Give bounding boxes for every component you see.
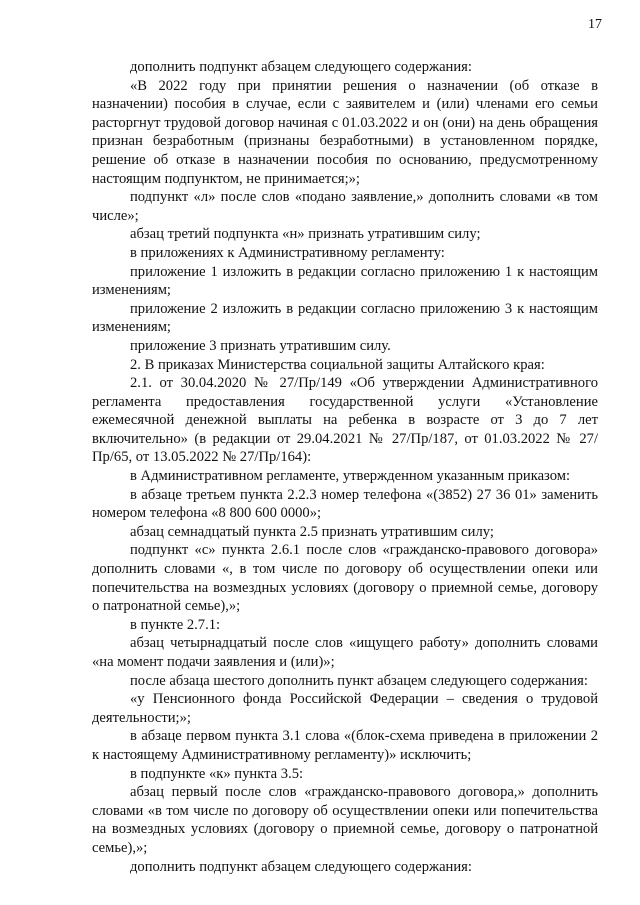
paragraph: в пункте 2.7.1: [130,616,221,633]
paragraph: приложение 2 изложить в редакции согласно приложению 3 к настоящим изменениям; [92,300,598,336]
paragraph: в Административном регламенте, утвержденном указанным приказом: [130,468,571,485]
paragraph: приложение 3 признать утратившим силу. [130,337,391,354]
paragraph: приложение 1 изложить в редакции согласно приложению 1 к настоящим изменениям; [92,263,598,299]
paragraph: дополнить подпункт абзацем следующего содержания: [130,59,472,75]
paragraph: абзац четырнадцатый после слов «ищущего работу» дополнить словами «на момент подачи заявления и (или)»; [92,635,598,670]
paragraph: 2. В приказах Министерства социальной защиты Алтайского края: [130,356,545,373]
paragraph: в приложениях к Административному регламенту: [130,244,445,261]
paragraph: 2.1. от 30.04.2020 № 27/Пр/149 «Об утверждении Административного регламента предоставления государственной услуги «Установление ежемесячной денежной выплаты на ребенка в возрасте от 3 до 7 лет включительно» (в редакции от 29.04.2021 № 27/Пр/187, от 01.03.2022 № 27/Пр/65, от 13.05.2022 № 27/Пр/164): [92,375,598,466]
paragraph: абзац первый после слов «гражданско-правового договора,» дополнить словами «в том числе по договору об осуществлении опеки или попечительства на возмездных условиях (договору о приемной семье, договору о патронатной семье),»; [92,784,598,856]
paragraph: в подпункте «к» пункта 3.5: [130,765,304,782]
paragraph: «В 2022 году при принятии решения о назначении (об отказе в назначении) пособия в случае, если с заявителем и (или) членами его семьи расторгнут трудовой договор начиная с 01.03.2022 и он (они) на день обращения признан безработным (признаны безработными) в установленном порядке, решение об отказе в назначении пособия по основанию, предусмотренному настоящим подпунктом, не принимается;»; [92,77,598,187]
paragraph: после абзаца шестого дополнить пункт абзацем следующего содержания: [130,672,588,689]
paragraph: подпункт «л» после слов «подано заявление,» дополнить словами «в том числе»; [92,189,598,224]
paragraph: абзац третий подпункта «н» признать утратившим силу; [130,226,481,243]
paragraph: в абзаце третьем пункта 2.2.3 номер телефона «(3852) 27 36 01» заменить номером телефона «8 800 600 0000»; [92,486,598,522]
paragraph: абзац семнадцатый пункта 2.5 признать утратившим силу; [130,523,494,540]
document-body [92,58,598,876]
paragraph: подпункт «с» пункта 2.6.1 после слов «гражданско-правового договора» дополнить словами «, в том числе по договору об осуществлении опеки или попечительства на возмездных условиях (договору о приемной семье, договору о патронатной семье),»; [92,542,598,615]
paragraph: дополнить подпункт абзацем следующего содержания: [130,858,472,875]
page-number: 17 [588,17,602,32]
paragraph: в абзаце первом пункта 3.1 слова «(блок-схема приведена в приложении 2 к настоящему Административному регламенту)» исключить; [92,728,598,763]
paragraph: «у Пенсионного фонда Российской Федерации – сведения о трудовой деятельности;»; [92,691,598,726]
